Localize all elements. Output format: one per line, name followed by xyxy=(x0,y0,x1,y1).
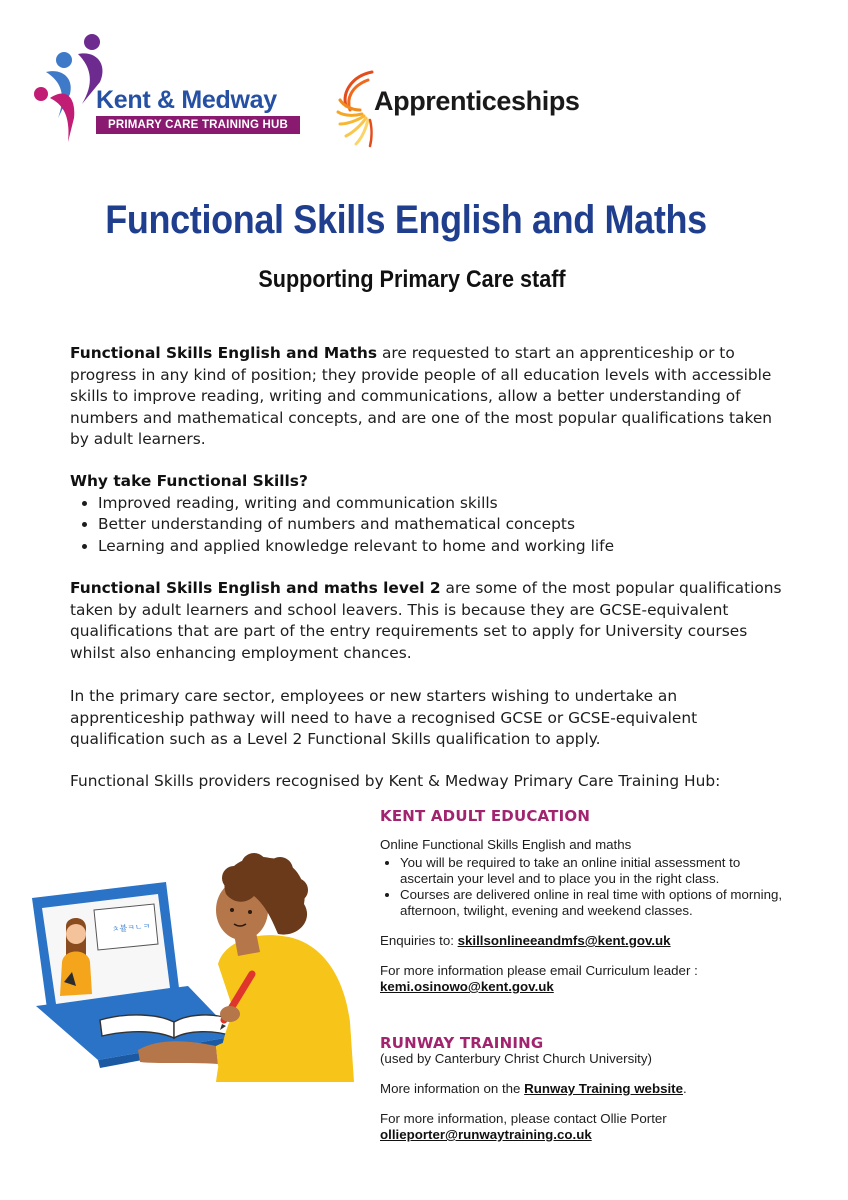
kent-adult-subtitle: Online Functional Skills English and maths xyxy=(380,837,632,852)
kent-adult-education xyxy=(380,808,790,995)
list-item: • You will be required to take an online initial assessment to ascertain your level and to place you in the right class. xyxy=(400,855,790,887)
runway-training xyxy=(380,1035,790,1143)
why-list xyxy=(70,493,790,558)
runway-more-prefix: More information on the xyxy=(380,1081,525,1096)
list-item: • Improved reading, writing and communication skills xyxy=(98,493,790,515)
level2-bold: Functional Skills English and maths level 2 xyxy=(70,579,441,597)
intro-bold: Functional Skills English and Maths xyxy=(70,344,378,362)
kent-adult-title: KENT ADULT EDUCATION xyxy=(380,807,591,825)
kent-adult-more-info: For more information please email Curriculum leader : xyxy=(380,963,698,978)
runway-more-suffix: . xyxy=(682,1081,687,1096)
runway-title: RUNWAY TRAINING xyxy=(380,1034,544,1052)
sector-paragraph: In the primary care sector, employees or new starters wishing to undertake an apprenticeship pathway will need to have a recognised GCSE or GCSE-equivalent qualification such as a Level 2 Functional Skills qualification to apply. xyxy=(70,687,698,748)
kent-adult-enquiries xyxy=(380,933,790,949)
list-item: • Better understanding of numbers and mathematical concepts xyxy=(98,514,790,536)
list-item: • Learning and applied knowledge relevant to home and working life xyxy=(98,536,790,558)
level2-text: are some of the most popular qualifications taken by adult learners and school leavers. This is because they are GCSE-equivalent qualifications that are part of the entry requirements set to apply for University courses whilst also enhancing employment chances. xyxy=(70,579,782,662)
runway-used-by: (used by Canterbury Christ Church University) xyxy=(380,1051,652,1066)
providers-intro: Functional Skills providers recognised by Kent & Medway Primary Care Training Hub: xyxy=(70,772,721,790)
enquiries-label: Enquiries to: xyxy=(380,933,458,948)
laptop-learner-illustration xyxy=(28,824,358,1084)
runway-more-info xyxy=(380,1081,790,1097)
page-title: Functional Skills English and Maths xyxy=(105,198,707,242)
page-subtitle: Supporting Primary Care staff xyxy=(258,266,566,293)
screen-text: ㅊ뷸ㅋㄴㅋ xyxy=(111,921,151,934)
why-heading: Why take Functional Skills? xyxy=(70,472,308,490)
runway-contact-email-link[interactable]: ollieporter@runwaytraining.co.uk xyxy=(380,1127,592,1142)
hub-logo-title: Kent & Medway xyxy=(96,86,277,114)
enquiries-email-link[interactable]: skillsonlineeandmfs@kent.gov.uk xyxy=(457,933,671,948)
level2-paragraph xyxy=(70,578,790,664)
why-section xyxy=(70,471,790,557)
runway-website-link[interactable]: Runway Training website xyxy=(524,1081,683,1096)
apprenticeships-logo-title: Apprenticeships xyxy=(374,86,580,116)
kent-adult-list xyxy=(380,855,790,919)
list-item: • Courses are delivered online in real time with options of morning, afternoon, twilight, evening and weekend classes. xyxy=(400,887,790,919)
runway-contact: For more information, please contact Ollie Porter xyxy=(380,1111,667,1126)
leader-email-link[interactable]: kemi.osinowo@kent.gov.uk xyxy=(380,979,554,994)
intro-paragraph xyxy=(70,343,790,451)
intro-text: are requested to start an apprenticeship or to progress in any kind of position; they provide people of all education levels with accessible skills to improve reading, writing and communications, allow a better understanding of numbers and mathematical concepts, and are one of the most popular qualifications taken by adult learners. xyxy=(70,344,773,448)
hub-logo-subtitle: PRIMARY CARE TRAINING HUB xyxy=(96,116,300,134)
